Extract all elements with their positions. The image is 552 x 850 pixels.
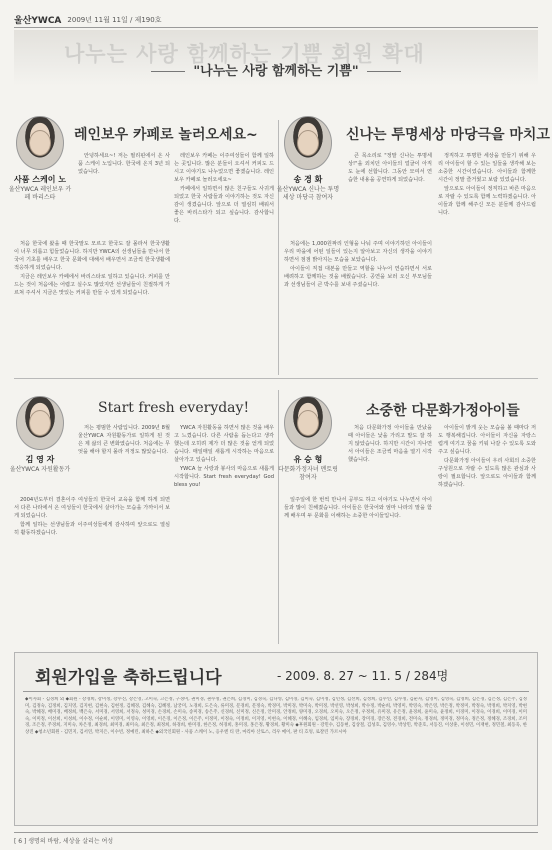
article-headline: 신나는 투명세상 마당극을 마치고 [346, 127, 550, 143]
author-name: 사품 스케이 노 [14, 175, 66, 184]
paragraph: 2004년도부터 결혼이주 여성들의 한국어 교육을 함께 하게 되면서 다른 나라에서 온 여성들이 한국에서 살아가는 모습을 가까이서 보게 되었습니다. [14, 497, 170, 519]
banner [14, 30, 538, 86]
author-name: 김 영 자 [25, 455, 55, 464]
paragraph: YWCA 자원활동을 하면서 많은 것을 배우고 느꼈습니다. 다른 사람을 돕는다고 생각했는데 오히려 제가 더 많은 것을 얻게 되었습니다. 매일매일 새롭게 시작하는 마음으로 살아가고 있습니다. [174, 425, 274, 463]
paragraph: YWCA 늘 사랑과 봉사의 마음으로 새롭게 시작합니다. Start fresh everyday! God bless you! [174, 466, 274, 488]
paragraph: 앞으로도 아이들이 정직하고 바른 마음으로 자랄 수 있도록 함께 노력하겠습니다. 아이들과 함께 해주신 모든 분들께 감사드립니다. [438, 186, 536, 216]
paragraph: 다문화가정 아이들이 우리 사회의 소중한 구성원으로 자랄 수 있도록 많은 관심과 사랑이 필요합니다. 앞으로도 아이들과 함께 하겠습니다. [438, 458, 536, 488]
column-divider [278, 120, 279, 375]
author-photo [284, 116, 332, 170]
section-divider [14, 378, 538, 379]
paragraph: 안녕하세요~! 저는 필리핀에서 온 사품 스케이 노입니다. 한국에 온지 3년 되었습니다. [78, 153, 170, 175]
author-role: 울산YWCA 레인보우 카페 바리스타 [8, 186, 72, 201]
article-body [348, 424, 432, 494]
paragraph: 저는 평범한 사람입니다. 2009년 8월 울산YWCA 자원활동가로 일하게 된 것은 제 삶의 큰 변화였습니다. 처음에는 무엇을 해야 할지 몰라 걱정도 많았습니다. [78, 425, 170, 455]
article-rainbow-cafe [8, 90, 276, 375]
article-body [284, 240, 432, 372]
article-multicultural-children [278, 382, 538, 644]
membership-period: - 2009. 8. 27 ~ 11. 5 / 284명 [277, 669, 449, 683]
paragraph: 아이들이 밝게 웃는 모습을 볼 때마다 저도 행복해집니다. 아이들이 자신을 자랑스럽게 여기고 꿈을 키워 나갈 수 있도록 도와주고 싶습니다. [438, 425, 536, 455]
paragraph: 처음 다문화가정 아이들을 만났을 때 아이들은 낯을 가리고 말도 잘 하지 않았습니다. 하지만 시간이 지나면서 아이들은 조금씩 마음을 열기 시작했습니다. [348, 425, 432, 463]
article-body [14, 496, 170, 642]
masthead-date: 2009년 11월 11일 / 제190호 [67, 15, 162, 24]
author-byline [8, 456, 72, 474]
author-role: 울산YWCA 신나는 투명세상 마당극 참여자 [276, 186, 340, 201]
article-body [284, 496, 432, 642]
paragraph: 큰 목소리로 "정말 신나는 투명세상!"을 외치던 아이들의 얼굴이 아직도 눈에 선합니다. 그동안 모여서 연습한 내용을 공연하게 되었습니다. [348, 153, 432, 183]
banner-ghost-text: 나누는 사랑 함께하는 기쁨 회원 확대 [64, 42, 425, 66]
author-name: 송 경 화 [293, 175, 323, 184]
author-name: 유 승 형 [293, 455, 323, 464]
article-headline: Start fresh everyday! [98, 400, 250, 416]
masthead [14, 12, 538, 28]
author-role: 울산YWCA 자원활동가 [9, 466, 71, 473]
article-headline: 레인보우 카페로 놀러오세요~ [74, 127, 258, 143]
author-byline [276, 176, 340, 202]
paragraph: 정직하고 투명한 세상을 만들기 위해 우리 아이들이 할 수 있는 일들을 생각해 보는 소중한 시간이었습니다. 아이들과 함께한 시간이 정말 즐거웠고 보람 있었습니다. [438, 153, 536, 183]
article-body [174, 424, 274, 642]
article-start-fresh [9, 382, 276, 644]
paragraph: 레인보우 카페는 이주여성들이 함께 일하는 곳입니다. 많은 분들이 오셔서 커피도 드시고 이야기도 나누었으면 좋겠습니다. 레인보우 카페로 놀러오세요~ [174, 153, 274, 183]
paragraph: 일주일에 한 번씩 만나서 공부도 하고 이야기도 나누면서 아이들과 많이 친해졌습니다. 아이들은 한국어와 엄마 나라의 말을 함께 배우며 두 문화를 이해하는 소중한 아이들입니다. [284, 497, 432, 519]
author-photo [284, 396, 332, 450]
article-transparent-world [276, 90, 550, 375]
author-photo [16, 396, 64, 450]
article-headline: 소중한 다문화가정아이들 [366, 403, 520, 419]
article-body [78, 152, 170, 238]
membership-names: ◆이사회 - 김경희 외 ◆회원 - 강경희, 강미정, 강수진, 강은영, 고미숙, 고은정, 구경미, 권미경, 권수정, 권은희, 김경미, 김경숙, 김나영, 김미경, 김미숙, 김미정, 김민정, 김선희, 김성희, 김수연, 김수정, 김순자, 김영미, 김영숙, 김영희, 김은경, 김은정, 김은주, 김정미, 김정숙, 김정희, 김지영, 김지현, 김현숙, 김현정, 김혜경, 김혜숙, 김혜정, 남궁미, 노경희, 도은숙, 류미경, 문경희, 문정숙, 박경미, 박미경, 박미숙, 박미정, 박선영, 박성희, 박수정, 박순희, 박영미, 박영숙, 박은영, 박은정, 박정미, 박정숙, 박정희, 박지영, 박현숙, 박혜경, 배미경, 배정희, 백은숙, 서미경, 서영희, 서정숙, 성미경, 손경희, 손미숙, 송미경, 송은주, 신경희, 신미정, 신은정, 안미경, 안정희, 양미경, 오경희, 오미숙, 오은정, 우정희, 유미경, 유은정, 윤경희, 윤미숙, 윤정희, 이경미, 이경숙, 이경희, 이미경, 이미숙, 이미정, 이선희, 이성희, 이수정, 이순희, 이영미, 이영숙, 이영희, 이은경, 이은정, 이은주, 이정미, 이정숙, 이정희, 이지영, 이현숙, 이혜경, 이혜숙, 임경희, 임미숙, 장경희, 장미경, 장은정, 전경희, 전미숙, 정경희, 정미경, 정미숙, 정은정, 정혜경, 조경희, 조미경, 조은정, 주경희, 지미숙, 차은정, 최경희, 최미경, 최미숙, 최은정, 최정희, 하경희, 한미경, 한은정, 허경희, 홍미경, 홍은정, 황경희, 황미숙 ◆후원회원 - 강민수, 김동현, 김상철, 김성호, 김영수, 박상민, 박준호, 서동진, 이상훈, 이성민, 이재현, 정민철, 최동욱, 한상진 ◆청소년회원 - 김민지, 김서연, 박지은, 이수빈, 정예린, 최하은 ◆외국인회원 - 사품 스케이 노, 응우엔 티 란, 마리아 산토스, 리우 메이, 판 티 흐엉, 로잘린 가르시아 [25, 697, 527, 735]
paragraph: 함께 일하는 선생님들과 이주여성들에게 감사하며 앞으로도 열심히 활동하겠습니다. [14, 522, 170, 536]
author-byline [276, 456, 340, 482]
membership-section [14, 652, 538, 826]
masthead-logo: 울산YWCA [14, 16, 62, 26]
author-byline [8, 176, 72, 202]
paragraph: 카페에서 일하면서 많은 친구들도 사귀게 되었고 한국 사람들과 이야기하는 것도 자신감이 생겼습니다. 앞으로 더 열심히 배워서 좋은 바리스타가 되고 싶습니다. 감사합니다. [174, 186, 274, 224]
banner-title: "나누는 사랑 함께하는 기쁨" [14, 60, 538, 79]
article-body [14, 240, 170, 372]
article-body [348, 152, 432, 238]
paragraph: 아이들이 직접 대본을 만들고 역할을 나누어 연습하면서 서로 배려하고 함께하는 것을 배웠습니다. 공연을 보러 오신 부모님들과 선생님들이 큰 박수를 보내 주셨습니다. [284, 266, 432, 288]
article-body [78, 424, 170, 494]
membership-heading: 회원가입을 축하드립니다 [35, 668, 222, 688]
article-body [438, 152, 536, 372]
article-body [438, 424, 536, 642]
paragraph: 처음 한국에 왔을 때 한국말도 모르고 한국도 잘 몰라서 한국생활이 너무 외롭고 힘들었습니다. 하지만 YWCA의 선생님들을 만나서 한국어 기초를 배우고 한국 문화에 대해서 배우면서 조금씩 한국생활에 적응하게 되었습니다. [14, 241, 170, 271]
membership-divider [23, 691, 529, 692]
paragraph: 처음에는 1,000원짜리 인형을 나눠 주며 이야기하던 아이들이 우리 마을에 어떤 일들이 있는지 알아보고 자신의 생각을 이야기하면서 점점 밝아지는 모습을 보았습니다. [284, 241, 432, 263]
article-body [174, 152, 274, 372]
author-photo [16, 116, 64, 170]
page-footer: [ 6 ] 생명의 바람, 세상을 살리는 여성 [14, 832, 538, 844]
paragraph: 지금은 레인보우 카페에서 바리스타로 일하고 있습니다. 커피를 만드는 것이 처음에는 어렵고 실수도 많았지만 선생님들이 친절하게 가르쳐 주셔서 지금은 맛있는 커피를 만들 수 있게 되었습니다. [14, 274, 170, 296]
column-divider [278, 390, 279, 644]
author-role: 다문화가정자녀 멘토링 참여자 [278, 466, 338, 481]
